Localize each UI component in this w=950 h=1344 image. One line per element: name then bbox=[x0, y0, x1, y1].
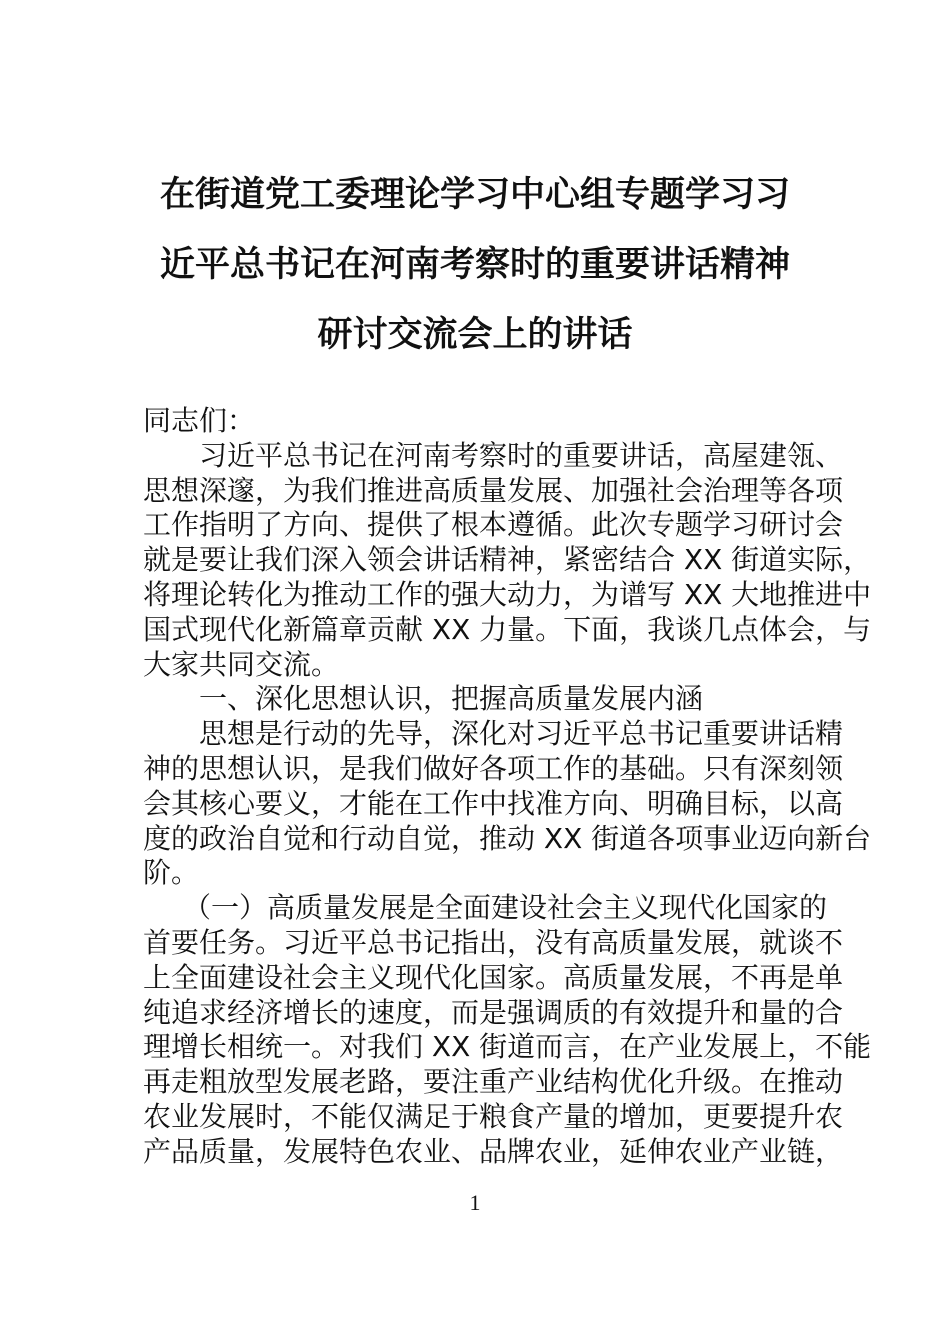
document-title-line-2: 近平总书记在河南考察时的重要讲话精神 bbox=[159, 245, 790, 285]
salutation: 同志们： bbox=[143, 404, 256, 437]
body-line: 再走粗放型发展老路，要注重产业结构优化升级。在推动 bbox=[143, 1065, 844, 1099]
body-line: 首要任务。习近平总书记指出，没有高质量发展，就谈不 bbox=[143, 925, 844, 959]
body-line: 纯追求经济增长的速度，而是强调质的有效提升和量的合 bbox=[143, 995, 844, 1029]
body-line: 产品质量，发展特色农业、品牌农业，延伸农业产业链， bbox=[143, 1134, 844, 1168]
body-line: 习近平总书记在河南考察时的重要讲话，高屋建瓴、 bbox=[199, 438, 844, 472]
body-line: 思想深邃，为我们推进高质量发展、加强社会治理等各项 bbox=[143, 473, 844, 507]
body-line: 农业发展时，不能仅满足于粮食产量的增加，更要提升农 bbox=[143, 1099, 844, 1133]
page-number: 1 bbox=[469, 1190, 481, 1215]
document-title-line-3: 研讨交流会上的讲话 bbox=[317, 315, 633, 355]
body-line: 理增长相统一。对我们 XX 街道而言，在产业发展上，不能 bbox=[143, 1030, 872, 1064]
body-line: 就是要让我们深入领会讲话精神，紧密结合 XX 街道实际， bbox=[143, 543, 872, 577]
body-line: 会其核心要义，才能在工作中找准方向、明确目标，以高 bbox=[143, 786, 844, 820]
body-line: 上全面建设社会主义现代化国家。高质量发展，不再是单 bbox=[143, 960, 844, 994]
body-line: 思想是行动的先导，深化对习近平总书记重要讲话精 bbox=[199, 717, 844, 751]
document-body bbox=[143, 404, 872, 1170]
subsection-line: （一）高质量发展是全面建设社会主义现代化国家的 bbox=[183, 891, 828, 925]
body-line: 度的政治自觉和行动自觉，推动 XX 街道各项事业迈向新台 bbox=[143, 821, 872, 855]
body-line: 大家共同交流。 bbox=[143, 647, 340, 681]
body-line: 阶。 bbox=[143, 856, 200, 890]
body-line: 工作指明了方向、提供了根本遵循。此次专题学习研讨会 bbox=[143, 508, 844, 542]
body-line: 神的思想认识，是我们做好各项工作的基础。只有深刻领 bbox=[143, 751, 844, 785]
section-heading: 一、深化思想认识，把握高质量发展内涵 bbox=[199, 682, 704, 716]
document-title-line-1: 在街道党工委理论学习中心组专题学习习 bbox=[159, 175, 790, 215]
body-line: 国式现代化新篇章贡献 XX 力量。下面，我谈几点体会，与 bbox=[143, 612, 872, 646]
body-line: 将理论转化为推动工作的强大动力，为谱写 XX 大地推进中 bbox=[143, 577, 872, 611]
